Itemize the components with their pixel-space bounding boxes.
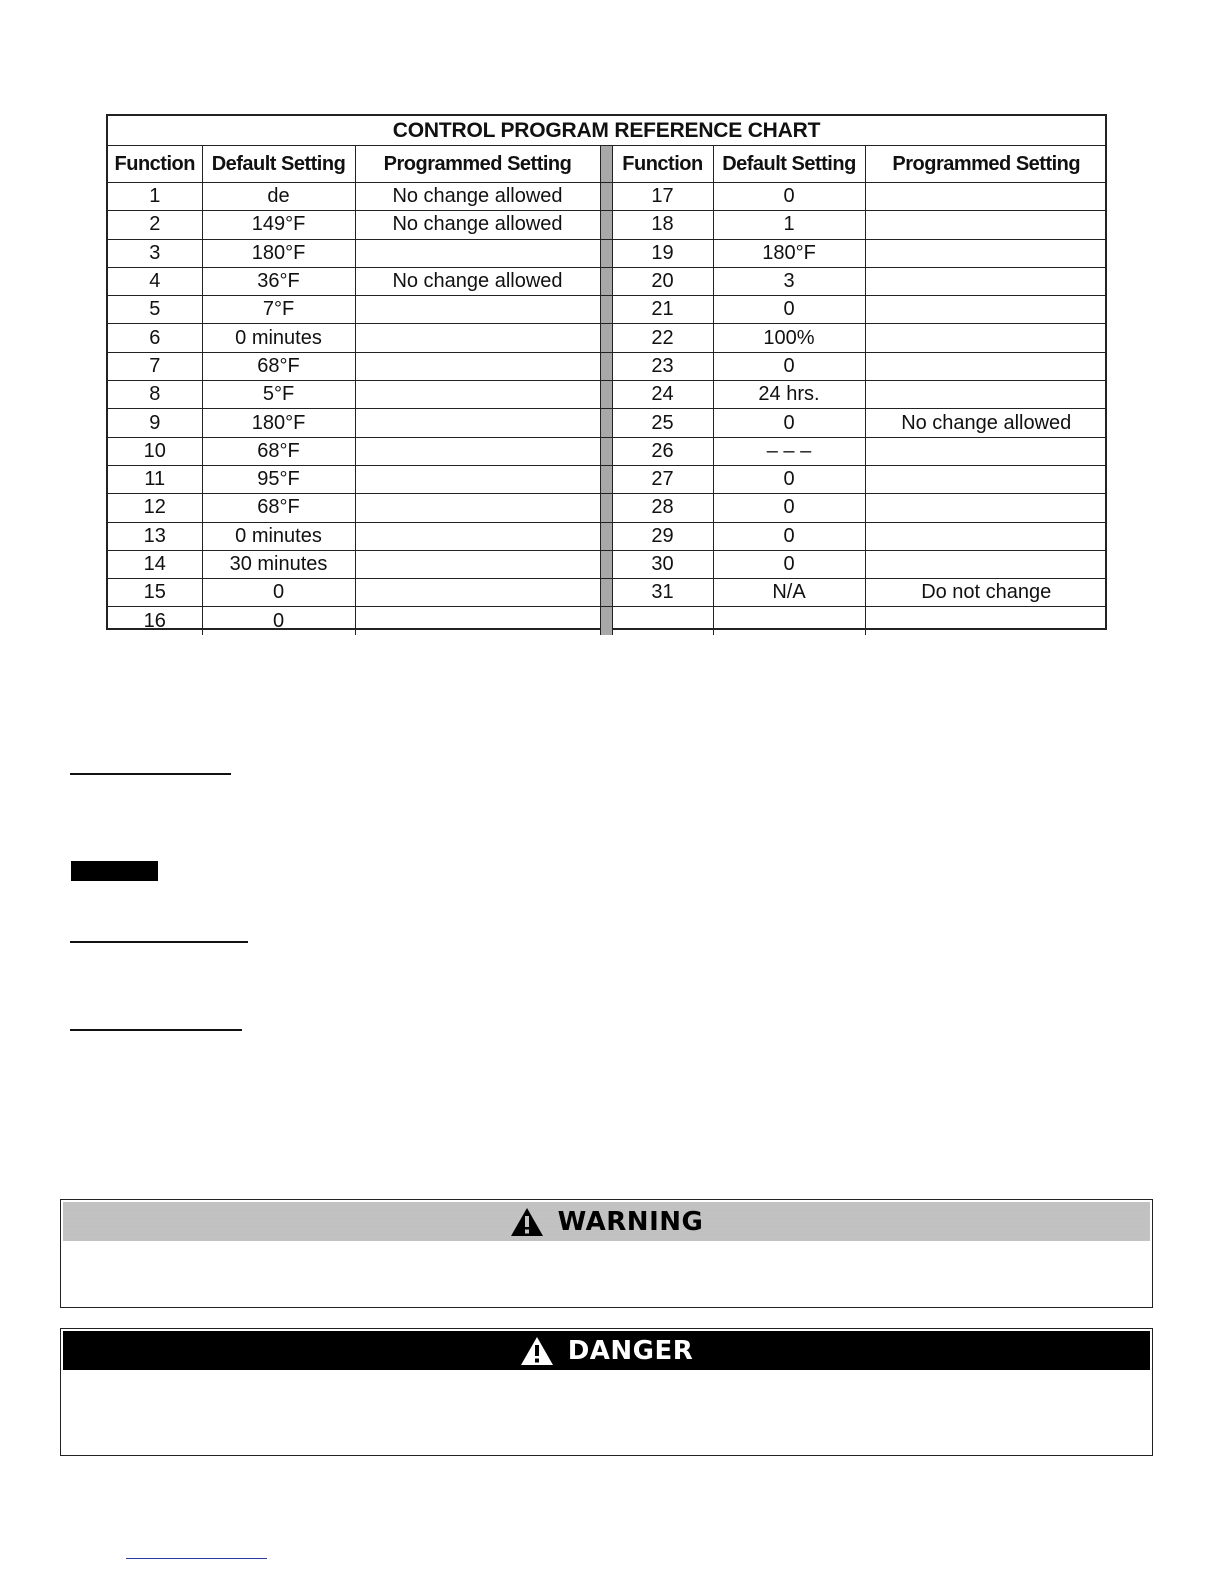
programmed-setting-cell: [355, 437, 600, 465]
table-row: [108, 494, 1107, 522]
chart-table: [108, 146, 1107, 635]
programmed-setting-cell: [865, 352, 1107, 380]
default-setting-cell: 0: [202, 579, 355, 607]
programmed-setting-cell: [355, 550, 600, 578]
default-setting-cell: 180°F: [202, 409, 355, 437]
column-separator: [600, 494, 612, 522]
programmed-setting-cell: [865, 437, 1107, 465]
default-setting-cell: 7°F: [202, 296, 355, 324]
table-row: [108, 324, 1107, 352]
column-separator: [600, 579, 612, 607]
default-setting-cell: 0: [713, 550, 865, 578]
redaction-block: [71, 861, 158, 881]
table-row: [108, 607, 1107, 635]
default-setting-cell: [713, 607, 865, 635]
default-setting-cell: 1: [713, 211, 865, 239]
default-setting-cell: 180°F: [713, 239, 865, 267]
function-cell: 11: [108, 465, 202, 493]
programmed-setting-cell: [865, 550, 1107, 578]
column-separator: [600, 409, 612, 437]
programmed-setting-cell: [355, 352, 600, 380]
function-cell: 14: [108, 550, 202, 578]
column-separator: [600, 607, 612, 635]
function-cell: 2: [108, 211, 202, 239]
programmed-setting-cell: [355, 324, 600, 352]
column-separator: [600, 465, 612, 493]
programmed-setting-cell: [865, 381, 1107, 409]
column-separator: [600, 352, 612, 380]
warning-box: [60, 1199, 1153, 1308]
programmed-setting-cell: [865, 211, 1107, 239]
table-row: [108, 522, 1107, 550]
table-row: [108, 211, 1107, 239]
function-cell: 22: [612, 324, 713, 352]
table-row: [108, 409, 1107, 437]
programmed-setting-cell: [865, 607, 1107, 635]
header-default-setting: Default Setting: [202, 146, 355, 183]
header-function: Function: [612, 146, 713, 183]
column-separator: [600, 183, 612, 211]
table-row: [108, 183, 1107, 211]
function-cell: 30: [612, 550, 713, 578]
header-programmed-setting: Programmed Setting: [865, 146, 1107, 183]
warning-triangle-icon: [510, 1207, 544, 1237]
function-cell: 24: [612, 381, 713, 409]
function-cell: 10: [108, 437, 202, 465]
table-row: [108, 267, 1107, 295]
default-setting-cell: de: [202, 183, 355, 211]
function-cell: [612, 607, 713, 635]
function-cell: 19: [612, 239, 713, 267]
function-cell: 7: [108, 352, 202, 380]
programmed-setting-cell: [865, 239, 1107, 267]
default-setting-cell: 24 hrs.: [713, 381, 865, 409]
default-setting-cell: 0: [713, 352, 865, 380]
table-row: [108, 239, 1107, 267]
default-setting-cell: 36°F: [202, 267, 355, 295]
default-setting-cell: 5°F: [202, 381, 355, 409]
function-cell: 4: [108, 267, 202, 295]
function-cell: 9: [108, 409, 202, 437]
underline-1: [70, 773, 231, 775]
control-program-reference-chart: [106, 114, 1107, 630]
programmed-setting-cell: No change allowed: [865, 409, 1107, 437]
default-setting-cell: 0 minutes: [202, 522, 355, 550]
header-row: [108, 146, 1107, 183]
underline-3: [70, 1029, 242, 1031]
default-setting-cell: 68°F: [202, 352, 355, 380]
default-setting-cell: – – –: [713, 437, 865, 465]
default-setting-cell: 100%: [713, 324, 865, 352]
programmed-setting-cell: [865, 465, 1107, 493]
function-cell: 25: [612, 409, 713, 437]
default-setting-cell: 95°F: [202, 465, 355, 493]
function-cell: 31: [612, 579, 713, 607]
function-cell: 18: [612, 211, 713, 239]
header-default-setting: Default Setting: [713, 146, 865, 183]
warning-header: [63, 1202, 1150, 1241]
function-cell: 1: [108, 183, 202, 211]
programmed-setting-cell: [355, 239, 600, 267]
programmed-setting-cell: [355, 409, 600, 437]
function-cell: 29: [612, 522, 713, 550]
function-cell: 28: [612, 494, 713, 522]
default-setting-cell: 180°F: [202, 239, 355, 267]
function-cell: 21: [612, 296, 713, 324]
danger-header: [63, 1331, 1150, 1370]
programmed-setting-cell: Do not change: [865, 579, 1107, 607]
default-setting-cell: 68°F: [202, 494, 355, 522]
default-setting-cell: 149°F: [202, 211, 355, 239]
programmed-setting-cell: [355, 607, 600, 635]
column-separator: [600, 146, 612, 183]
table-row: [108, 550, 1107, 578]
programmed-setting-cell: [865, 296, 1107, 324]
chart-title: CONTROL PROGRAM REFERENCE CHART: [108, 116, 1105, 146]
programmed-setting-cell: [355, 381, 600, 409]
default-setting-cell: 0: [713, 409, 865, 437]
default-setting-cell: 0: [713, 494, 865, 522]
function-cell: 6: [108, 324, 202, 352]
function-cell: 16: [108, 607, 202, 635]
underline-2: [70, 941, 248, 943]
table-row: [108, 579, 1107, 607]
function-cell: 8: [108, 381, 202, 409]
default-setting-cell: 30 minutes: [202, 550, 355, 578]
default-setting-cell: N/A: [713, 579, 865, 607]
function-cell: 23: [612, 352, 713, 380]
column-separator: [600, 267, 612, 295]
programmed-setting-cell: [865, 267, 1107, 295]
default-setting-cell: 0 minutes: [202, 324, 355, 352]
programmed-setting-cell: No change allowed: [355, 267, 600, 295]
function-cell: 5: [108, 296, 202, 324]
function-cell: 27: [612, 465, 713, 493]
programmed-setting-cell: [355, 494, 600, 522]
column-separator: [600, 522, 612, 550]
default-setting-cell: 0: [713, 522, 865, 550]
column-separator: [600, 296, 612, 324]
function-cell: 26: [612, 437, 713, 465]
programmed-setting-cell: [355, 522, 600, 550]
default-setting-cell: 3: [713, 267, 865, 295]
function-cell: 17: [612, 183, 713, 211]
default-setting-cell: 0: [713, 465, 865, 493]
programmed-setting-cell: No change allowed: [355, 211, 600, 239]
default-setting-cell: 0: [713, 183, 865, 211]
programmed-setting-cell: No change allowed: [355, 183, 600, 211]
default-setting-cell: 68°F: [202, 437, 355, 465]
column-separator: [600, 324, 612, 352]
programmed-setting-cell: [865, 183, 1107, 211]
header-function: Function: [108, 146, 202, 183]
programmed-setting-cell: [865, 494, 1107, 522]
table-row: [108, 437, 1107, 465]
danger-label: DANGER: [567, 1335, 694, 1366]
function-cell: 13: [108, 522, 202, 550]
danger-triangle-icon: [520, 1336, 554, 1366]
link-underline: [126, 1558, 267, 1559]
programmed-setting-cell: [355, 465, 600, 493]
function-cell: 20: [612, 267, 713, 295]
programmed-setting-cell: [865, 522, 1107, 550]
table-row: [108, 381, 1107, 409]
column-separator: [600, 239, 612, 267]
column-separator: [600, 437, 612, 465]
programmed-setting-cell: [355, 296, 600, 324]
column-separator: [600, 381, 612, 409]
programmed-setting-cell: [355, 579, 600, 607]
column-separator: [600, 211, 612, 239]
warning-label: WARNING: [557, 1206, 704, 1237]
function-cell: 3: [108, 239, 202, 267]
table-row: [108, 465, 1107, 493]
default-setting-cell: 0: [202, 607, 355, 635]
table-row: [108, 352, 1107, 380]
function-cell: 12: [108, 494, 202, 522]
column-separator: [600, 550, 612, 578]
table-row: [108, 296, 1107, 324]
danger-box: [60, 1328, 1153, 1456]
header-programmed-setting: Programmed Setting: [355, 146, 600, 183]
programmed-setting-cell: [865, 324, 1107, 352]
default-setting-cell: 0: [713, 296, 865, 324]
function-cell: 15: [108, 579, 202, 607]
